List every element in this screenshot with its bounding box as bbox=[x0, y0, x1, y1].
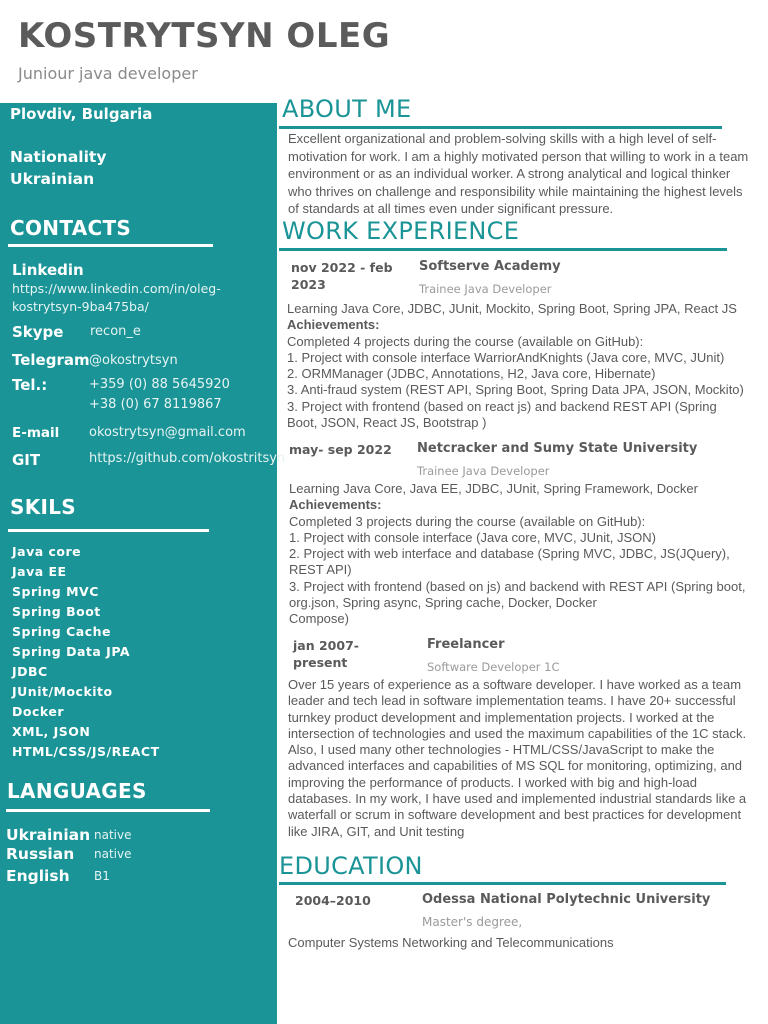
tel-value-1[interactable]: +359 (0) 88 5645920 bbox=[89, 377, 230, 392]
job-date: may- sep 2022 bbox=[289, 442, 392, 457]
email-value[interactable]: okostrytsyn@gmail.com bbox=[89, 425, 246, 440]
linkedin-link-line1[interactable]: https://www.linkedin.com/in/oleg- bbox=[12, 281, 221, 296]
skill-item: HTML/CSS/JS/REACT bbox=[12, 744, 160, 759]
job-date: nov 2022 - feb 2023 bbox=[291, 260, 393, 292]
skill-item: Spring Data JPA bbox=[12, 644, 131, 659]
education-divider bbox=[279, 882, 726, 885]
skills-divider bbox=[8, 529, 209, 532]
skill-item: JDBC bbox=[12, 664, 48, 679]
sidebar bbox=[0, 103, 286, 1024]
job-company: Netcracker and Sumy State University bbox=[417, 441, 698, 456]
education-school: Odessa National Polytechnic University bbox=[422, 892, 711, 907]
skill-item: Spring MVC bbox=[12, 584, 99, 599]
language-name: English bbox=[6, 867, 70, 885]
work-heading: WORK EXPERIENCE bbox=[282, 217, 520, 245]
telegram-label: Telegram bbox=[12, 351, 90, 369]
education-degree: Master's degree, bbox=[422, 915, 523, 929]
job-description: Learning Java Core, Java EE, JDBC, JUnit, Spring Framework, Docker Achievements: Completed 3 projects during the course (available on GitHub): 1. Project with console interface (Java core, MVC, JUnit, JSON) 2. Project with web interface and database (Spring MVC, JDBC, JS(JQuery), REST API) 3. Project with frontend (based on js) and backend with REST API (Spring boot, org.json, Spring async, Spring cache, Docker, Docker Compose) bbox=[289, 481, 746, 627]
job-description: Over 15 years of experience as a software developer. I have worked as a team leader and tech lead in software implementation teams. I have 20+ successful turnkey product development and implementation projects. I worked at the intersection of technologies and used the maximum capabilities of the 1C stack. Also, I used many other technologies - HTML/CSS/JavaScript to make the advanced interfaces and capabilities of MS SQL for monitoring, optimizing, and improving the performance of products. I worked with big and high-load databases. In my work, I have used and implemented industrial standards like a waterfall or scrum in software development and best practices for development like JIRA, GIT, and Unit testing bbox=[288, 677, 747, 839]
language-level: B1 bbox=[94, 869, 110, 883]
job-role: Trainee Java Developer bbox=[417, 464, 550, 478]
email-label: E-mail bbox=[12, 425, 60, 441]
skill-item: Spring Boot bbox=[12, 604, 101, 619]
skills-heading: SKILS bbox=[10, 495, 76, 519]
job-role: Trainee Java Developer bbox=[419, 282, 552, 296]
job-company: Softserve Academy bbox=[419, 259, 561, 274]
nationality-value: Ukrainian bbox=[10, 170, 95, 188]
contacts-divider bbox=[8, 244, 213, 247]
location: Plovdiv, Bulgaria bbox=[10, 105, 153, 123]
skill-item: JUnit/Mockito bbox=[12, 684, 113, 699]
job-description: Learning Java Core, JDBC, JUnit, Mockito, Spring Boot, Spring JPA, React JS Achievements: Completed 4 projects during the course (available on GitHub): 1. Project with console interface WarriorAndKnights (Java core, MVC, JUnit) 2. ORMManager (JDBC, Annotations, H2, Java core, Hibernate) 3. Anti-fraud system (REST API, Spring Boot, Spring Data JPA, JSON, Mockito) 3. Project with frontend (based on react js) and backend REST API (Spring Boot, JSON, React JS, Bootstrap ) bbox=[287, 301, 744, 431]
about-text: Excellent organizational and problem-solving skills with a high level of self- motivation for work. I am a highly motivated person that willing to work in a team environment or as an individual worker. A strong analytical and logical thinker who thrives on challenge and responsibility while maintaining the highest levels of standards at all times even under significant pressure. bbox=[288, 131, 749, 216]
git-link[interactable]: https://github.com/okostritsyn bbox=[89, 451, 286, 466]
contacts-heading: CONTACTS bbox=[10, 216, 132, 240]
education-heading: EDUCATION bbox=[279, 852, 423, 880]
job-role: Software Developer 1C bbox=[427, 660, 560, 674]
skill-item: Spring Cache bbox=[12, 624, 111, 639]
git-label: GIT bbox=[12, 451, 41, 469]
job-company: Freelancer bbox=[427, 637, 505, 652]
language-name: Russian bbox=[6, 845, 75, 863]
languages-heading: LANGUAGES bbox=[7, 779, 147, 803]
about-heading: ABOUT ME bbox=[282, 95, 412, 123]
nationality-label: Nationality bbox=[10, 148, 107, 166]
languages-divider bbox=[6, 809, 210, 812]
skype-value: recon_e bbox=[90, 324, 141, 339]
language-level: native bbox=[94, 828, 132, 842]
tel-value-2[interactable]: +38 (0) 67 8119867 bbox=[89, 397, 222, 412]
skill-item: Java core bbox=[12, 544, 82, 559]
education-date: 2004–2010 bbox=[295, 893, 371, 908]
resume-subtitle: Juniour java developer bbox=[18, 64, 198, 83]
tel-label: Tel.: bbox=[12, 376, 48, 394]
linkedin-link-line2[interactable]: kostrytsyn-9ba475ba/ bbox=[12, 299, 149, 314]
language-level: native bbox=[94, 847, 132, 861]
skill-item: Docker bbox=[12, 704, 64, 719]
telegram-value[interactable]: @okostrytsyn bbox=[89, 353, 178, 368]
work-divider bbox=[279, 248, 727, 251]
skill-item: Java EE bbox=[12, 564, 67, 579]
resume-name: KOSTRYTSYN OLEG bbox=[18, 16, 391, 56]
skill-item: XML, JSON bbox=[12, 724, 91, 739]
language-name: Ukrainian bbox=[6, 826, 91, 844]
about-divider bbox=[279, 126, 722, 129]
job-date: jan 2007- present bbox=[293, 638, 359, 670]
education-field: Computer Systems Networking and Telecommunications bbox=[288, 935, 614, 950]
linkedin-label: Linkedin bbox=[12, 261, 84, 279]
skype-label: Skype bbox=[12, 323, 64, 341]
